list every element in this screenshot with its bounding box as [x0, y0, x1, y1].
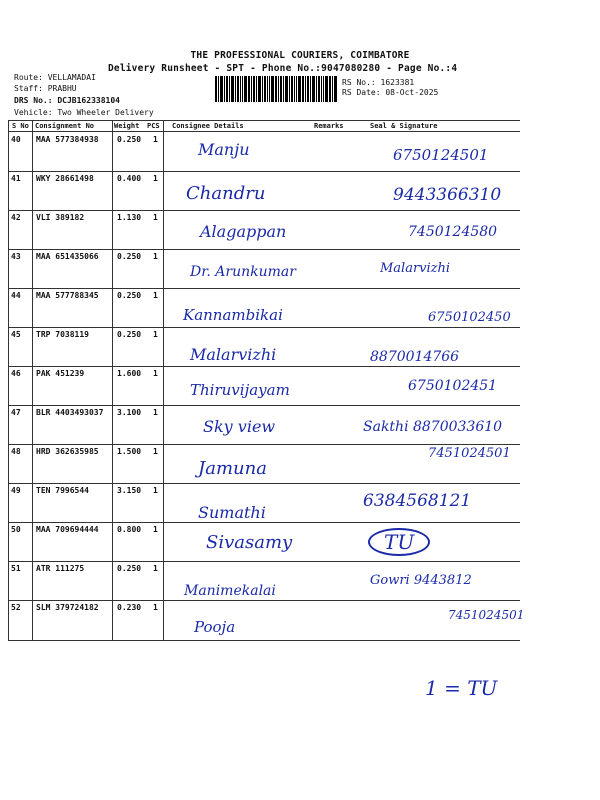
staff-label: Staff: PRABHU [14, 84, 77, 93]
row-weight: 0.230 [117, 603, 142, 612]
row-sno: 40 [11, 135, 21, 144]
document-title: THE PROFESSIONAL COURIERS, COIMBATORE [190, 50, 410, 61]
row-sno: 41 [11, 174, 21, 183]
row-sno: 44 [11, 291, 21, 300]
row-consignee: Manju [198, 140, 250, 159]
row-consignee: Sky view [203, 417, 276, 436]
row-seal-signature: 7451024501 [428, 446, 511, 461]
row-consignment: WKY 28661498 [36, 174, 94, 183]
row-sno: 42 [11, 213, 21, 222]
row-consignee: Manimekalai [184, 583, 276, 599]
row-sno: 51 [11, 564, 21, 573]
row-consignee: Sivasamy [206, 532, 293, 553]
row-pcs: 1 [153, 486, 158, 495]
row-pcs: 1 [153, 525, 158, 534]
row-consignment: MAA 651435066 [36, 252, 99, 261]
col-consignment-header: Consignment No [35, 122, 95, 130]
row-consignment: PAK 451239 [36, 369, 85, 378]
row-weight: 0.250 [117, 135, 142, 144]
row-seal-signature: Sakthi 8870033610 [363, 419, 503, 435]
row-pcs: 1 [153, 369, 158, 378]
row-consignee: Chandru [186, 183, 266, 204]
row-seal-signature: 6750102450 [428, 310, 511, 325]
row-pcs: 1 [153, 564, 158, 573]
row-consignment: BLR 4403493037 [36, 408, 104, 417]
row-seal-signature: TU [368, 528, 430, 556]
row-consignee: Malarvizhi [190, 345, 277, 364]
row-seal-signature: 6750124501 [393, 146, 489, 164]
row-consignment: VLI 389182 [36, 213, 85, 222]
row-seal-signature: 9443366310 [393, 185, 502, 205]
document-subtitle: Delivery Runsheet - SPT - Phone No.:9047080280 - Page No.:4 [108, 63, 458, 74]
row-weight: 1.600 [117, 369, 142, 378]
row-weight: 0.250 [117, 252, 142, 261]
col-consignee-header: Consignee Details [172, 122, 244, 130]
row-consignee: Kannambikai [183, 306, 283, 324]
row-seal-signature: 7450124580 [408, 224, 498, 240]
row-pcs: 1 [153, 135, 158, 144]
row-consignee: Pooja [194, 618, 236, 636]
row-pcs: 1 [153, 447, 158, 456]
row-pcs: 1 [153, 330, 158, 339]
row-sno: 48 [11, 447, 21, 456]
row-consignment: TRP 7038119 [36, 330, 89, 339]
drs-number: DRS No.: DCJB162338104 [14, 96, 120, 105]
row-sno: 50 [11, 525, 21, 534]
row-weight: 3.150 [117, 486, 142, 495]
row-consignment: TEN 7996544 [36, 486, 89, 495]
barcode-icon [215, 76, 337, 102]
row-pcs: 1 [153, 291, 158, 300]
row-weight: 3.100 [117, 408, 142, 417]
row-weight: 0.250 [117, 564, 142, 573]
rs-number: RS No.: 1623381 [342, 78, 415, 87]
row-consignment: MAA 577384938 [36, 135, 99, 144]
row-pcs: 1 [153, 603, 158, 612]
row-pcs: 1 [153, 174, 158, 183]
row-consignment: MAA 709694444 [36, 525, 99, 534]
row-consignment: ATR 111275 [36, 564, 85, 573]
row-consignee: Jamuna [198, 458, 267, 479]
row-weight: 0.250 [117, 291, 142, 300]
col-remarks-header: Remarks [314, 122, 344, 130]
row-weight: 0.250 [117, 330, 142, 339]
row-weight: 0.800 [117, 525, 142, 534]
row-consignee: Alagappan [200, 222, 287, 241]
row-pcs: 1 [153, 408, 158, 417]
row-sno: 43 [11, 252, 21, 261]
row-consignee: Thiruvijayam [190, 381, 290, 399]
route-label: Route: VELLAMADAI [14, 73, 96, 82]
row-pcs: 1 [153, 252, 158, 261]
row-consignment: MAA 577788345 [36, 291, 99, 300]
row-sno: 49 [11, 486, 21, 495]
row-seal-signature: 6750102451 [408, 378, 498, 394]
row-weight: 0.400 [117, 174, 142, 183]
col-sno-header: S No [12, 122, 29, 130]
row-seal-signature: 7451024501 [448, 608, 525, 622]
col-pcs-header: PCS [147, 122, 160, 130]
col-seal-header: Seal & Signature [370, 122, 438, 130]
row-weight: 1.130 [117, 213, 142, 222]
row-consignee: Dr. Arunkumar [190, 264, 296, 280]
row-seal-signature: 6384568121 [363, 491, 472, 511]
vehicle-label: Vehicle: Two Wheeler Delivery [14, 108, 154, 117]
row-sno: 45 [11, 330, 21, 339]
row-seal-signature: Malarvizhi [380, 261, 451, 276]
row-seal-signature: Gowri 9443812 [370, 573, 472, 588]
row-consignment: SLM 379724182 [36, 603, 99, 612]
row-sno: 47 [11, 408, 21, 417]
row-consignee: Sumathi [198, 503, 266, 522]
col-weight-header: Weight [114, 122, 140, 130]
rs-date: RS Date: 08-Oct-2025 [342, 88, 439, 97]
row-sno: 46 [11, 369, 21, 378]
row-consignment: HRD 362635985 [36, 447, 99, 456]
row-pcs: 1 [153, 213, 158, 222]
row-seal-signature: 8870014766 [370, 349, 460, 365]
row-sno: 52 [11, 603, 21, 612]
handwritten-tally: 1 = TU [425, 676, 498, 700]
row-weight: 1.500 [117, 447, 142, 456]
